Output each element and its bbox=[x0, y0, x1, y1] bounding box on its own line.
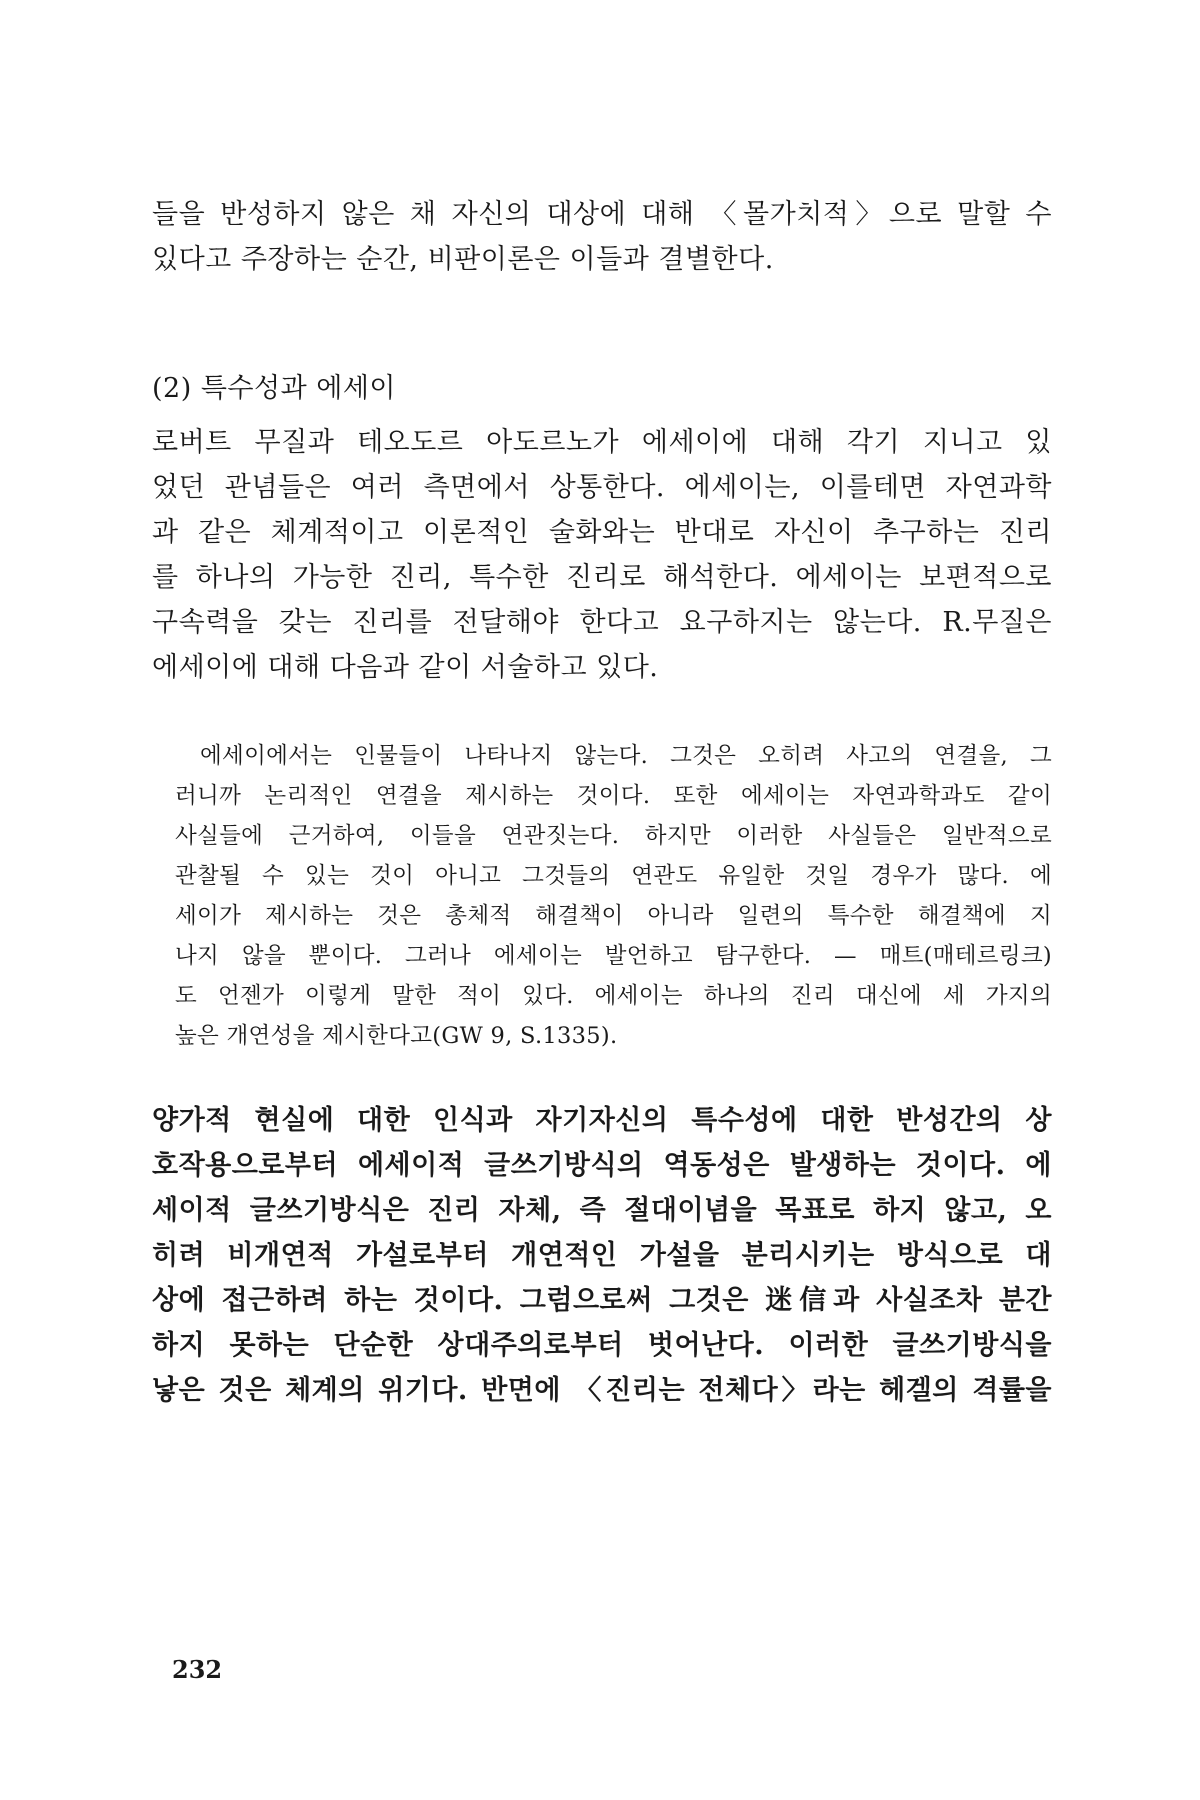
text-line: 호작용으로부터 에세이적 글쓰기방식의 역동성은 발생하는 것이다. 에 bbox=[152, 1150, 1052, 1181]
text-line: 하지 못하는 단순한 상대주의로부터 벗어난다. 이러한 글쓰기방식을 bbox=[152, 1330, 1052, 1361]
text-line: 히려 비개연적 가설로부터 개연적인 가설을 분리시키는 방식으로 대 bbox=[152, 1240, 1052, 1271]
text-line: 세이적 글쓰기방식은 진리 자체, 즉 절대이념을 목표로 하지 않고, 오 bbox=[152, 1195, 1052, 1226]
text-line: 었던 관념들은 여러 측면에서 상통한다. 에세이는, 이를테면 자연과학 bbox=[152, 472, 1052, 503]
text-line: 구속력을 갖는 진리를 전달해야 한다고 요구하지는 않는다. R.무질은 bbox=[152, 607, 1052, 638]
quote-line: 높은 개연성을 제시한다고(GW 9, S.1335). bbox=[175, 1023, 618, 1049]
quote-line: 사실들에 근거하여, 이들을 연관짓는다. 하지만 이러한 사실들은 일반적으로 bbox=[175, 823, 1052, 849]
text-line: 상에 접근하려 하는 것이다. 그럼으로써 그것은 迷信과 사실조차 분간 bbox=[152, 1285, 1052, 1316]
quote-line: 세이가 제시하는 것은 총체적 해결책이 아니라 일련의 특수한 해결책에 지 bbox=[175, 903, 1052, 929]
text-line: 있다고 주장하는 순간, 비판이론은 이들과 결별한다. bbox=[152, 244, 774, 275]
quote-line: 러니까 논리적인 연결을 제시하는 것이다. 또한 에세이는 자연과학과도 같이 bbox=[175, 783, 1052, 809]
text-line: 낳은 것은 체계의 위기다. 반면에 〈진리는 전체다〉라는 헤겔의 격률을 bbox=[152, 1375, 1052, 1406]
text-line: 과 같은 체계적이고 이론적인 술화와는 반대로 자신이 추구하는 진리 bbox=[152, 517, 1052, 548]
text-line: 를 하나의 가능한 진리, 특수한 진리로 해석한다. 에세이는 보편적으로 bbox=[152, 562, 1052, 593]
quote-line: 나지 않을 뿐이다. 그러나 에세이는 발언하고 탐구한다. — 매트(매테르링크) bbox=[175, 943, 1052, 969]
quote-line: 관찰될 수 있는 것이 아니고 그것들의 연관도 유일한 것일 경우가 많다. 에 bbox=[175, 863, 1052, 889]
text-line: 양가적 현실에 대한 인식과 자기자신의 특수성에 대한 반성간의 상 bbox=[152, 1105, 1052, 1136]
section-heading: (2) 특수성과 에세이 bbox=[152, 373, 396, 404]
text-line: 들을 반성하지 않은 채 자신의 대상에 대해 〈몰가치적〉으로 말할 수 bbox=[152, 199, 1052, 230]
page-number: 232 bbox=[172, 1655, 223, 1684]
quote-line: 도 언젠가 이렇게 말한 적이 있다. 에세이는 하나의 진리 대신에 세 가지의 bbox=[175, 983, 1052, 1009]
quote-line: 에세이에서는 인물들이 나타나지 않는다. 그것은 오히려 사고의 연결을, 그 bbox=[200, 743, 1052, 769]
text-line: 에세이에 대해 다음과 같이 서술하고 있다. bbox=[152, 652, 659, 683]
text-line: 로버트 무질과 테오도르 아도르노가 에세이에 대해 각기 지니고 있 bbox=[152, 427, 1052, 458]
